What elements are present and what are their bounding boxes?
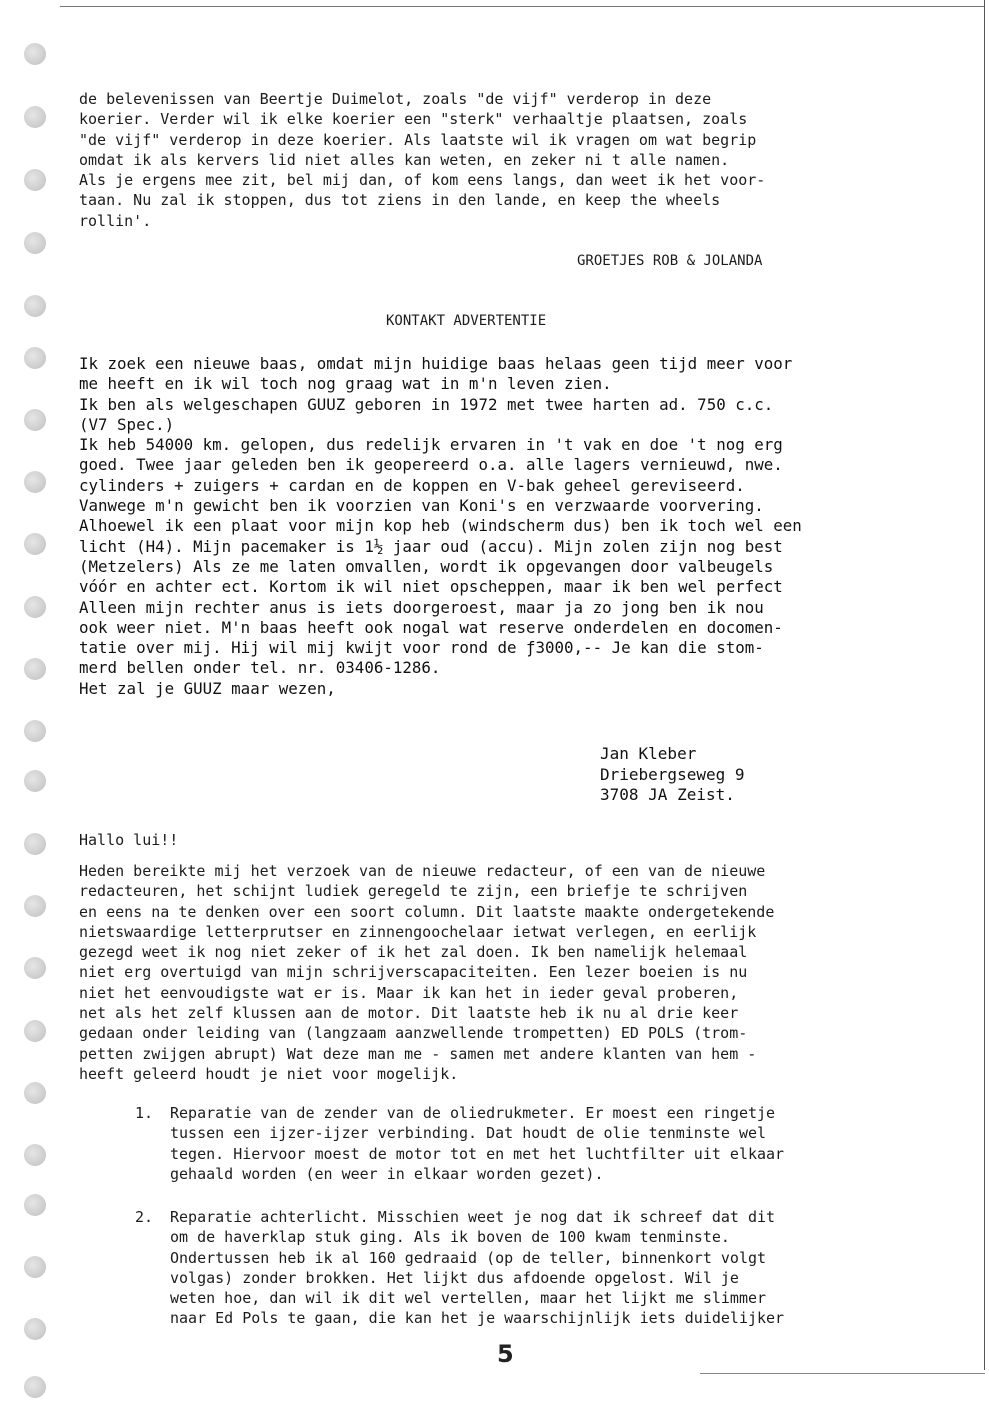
binder-hole bbox=[24, 833, 46, 855]
list-item-text: Reparatie achterlicht. Misschien weet je nog dat ik schreef dat dit om de haverklap stuk ging. Als ik boven de 100 kwam tenminste. Ondertussen heb ik al 160 gedraaid (op de teller, binnenkort volgt volgas) zonder brokken. Het lijkt dus afdoende opgelost. Wil je weten hoe, dan wil ik dit wel vertellen, maar het lijkt me slimmer naar Ed Pols te gaan, die kan het je waarschijnlijk iets duidelijker bbox=[170, 1208, 785, 1328]
binder-hole bbox=[24, 295, 46, 317]
greeting: Hallo lui!! bbox=[79, 831, 179, 849]
binder-hole bbox=[24, 347, 46, 369]
binder-hole bbox=[24, 1020, 46, 1042]
binder-hole bbox=[24, 106, 46, 128]
page-edge-top bbox=[60, 6, 985, 7]
contact-ad-heading: KONTAKT ADVERTENTIE bbox=[386, 313, 547, 329]
list-item-text: Reparatie van de zender van de oliedrukmeter. Er moest een ringetje tussen een ijzer-ijzer verbinding. Dat houdt de olie tenminste wel tegen. Hiervoor moest de motor tot en met het luchtfilter uit elkaar gehaald worden (en weer in elkaar worden gezet). bbox=[170, 1104, 785, 1183]
contact-ad-paragraph: Ik zoek een nieuwe baas, omdat mijn huidige baas helaas geen tijd meer voor me heeft en ik wil toch nog graag wat in m'n leven zien. Ik ben als welgeschapen GUUZ geboren in 1972 met twee harten ad. 750 c.c. (V7 Spec.) Ik heb 54000 km. gelopen, dus redelijk ervaren in 't vak en doe 't nog erg goed. Twee jaar geleden ben ik geopereerd o.a. alle lagers vernieuwd, nwe. cylinders + zuigers + cardan en de koppen en V-bak geheel gereviseerd. Vanwege m'n gewicht ben ik voorzien van Koni's en verzwaarde voorvering. Alhoewel ik een plaat voor mijn kop heb (windscherm dus) ben ik toch wel een licht (H4). Mijn pacemaker is 1½ jaar oud (accu). Mijn zolen zijn nog best (Metzelers) Als ze me laten omvallen, wordt ik opgevangen door valbeugels vóór en achter ect. Kortom ik wil niet opscheppen, maar ik ben wel perfect Alleen mijn rechter anus is iets doorgeroest, maar ja zo jong ben ik nou ook weer niet. M'n baas heeft ook nogal wat reserve onderdelen en docomen- tatie over mij. Hij wil mij kwijt voor rond de ƒ3000,-- Je kan die stom- merd bellen onder tel. nr. 03406-1286. Het zal je GUUZ maar wezen, bbox=[79, 354, 802, 698]
address-street: Driebergseweg 9 bbox=[600, 764, 745, 784]
binder-hole bbox=[24, 533, 46, 555]
binder-hole bbox=[24, 1318, 46, 1340]
address-block bbox=[600, 744, 745, 806]
binder-hole bbox=[24, 1144, 46, 1166]
page-edge-right bbox=[984, 0, 985, 1370]
binder-hole bbox=[24, 770, 46, 792]
list-item-number: 2. bbox=[135, 1208, 154, 1226]
page-edge-bottom bbox=[700, 1373, 985, 1374]
binder-hole bbox=[24, 169, 46, 191]
binder-hole bbox=[24, 1082, 46, 1104]
page-number: 5 bbox=[497, 1340, 514, 1368]
binder-hole bbox=[24, 1376, 46, 1398]
list-item-number: 1. bbox=[135, 1104, 154, 1122]
binder-hole bbox=[24, 471, 46, 493]
address-name: Jan Kleber bbox=[600, 744, 697, 763]
binder-hole bbox=[24, 720, 46, 742]
column-paragraph: Heden bereikte mij het verzoek van de nieuwe redacteur, of een van de nieuwe redacteuren, het schijnt ludiek geregeld te zijn, een briefje te schrijven en eens na te denken over een soort column. Dit laatste maakte ondergetekende nietswaardige letterprutser en zinnengoochelaar ietwat verlegen, en eerlijk gezegd weet ik nog niet zeker of ik het zal doen. Ik ben namelijk helemaal niet erg overtuigd van mijn schrijverscapaciteiten. Een lezer boeien is nu niet het eenvoudigste wat er is. Maar ik kan het in ieder geval proberen, net als het zelf klussen aan de motor. Dit laatste heb ik nu al drie keer gedaan onder leiding van (langzaam aanzwellende trompetten) ED POLS (trom- petten zwijgen abrupt) Wat deze man me - samen met andere klanten van hem - heeft geleerd houdt je niet voor mogelijk. bbox=[79, 862, 775, 1083]
binder-hole bbox=[24, 43, 46, 65]
binder-hole bbox=[24, 596, 46, 618]
binder-hole bbox=[24, 232, 46, 254]
binder-hole bbox=[24, 1256, 46, 1278]
binder-hole bbox=[24, 409, 46, 431]
intro-paragraph: de belevenissen van Beertje Duimelot, zoals "de vijf" verderop in deze koerier. Verder wil ik elke koerier een "sterk" verhaaltje plaatsen, zoals "de vijf" verderop in deze koerier. Als laatste wil ik vragen om wat begrip omdat ik als kervers lid niet alles kan weten, en zeker ni t alle namen. Als je ergens mee zit, bel mij dan, of kom eens langs, dan weet ik het voor- taan. Nu zal ik stoppen, dus tot ziens in den lande, en keep the wheels rollin'. bbox=[79, 90, 766, 230]
binder-hole bbox=[24, 957, 46, 979]
signature-rob-jolanda: GROETJES ROB & JOLANDA bbox=[577, 253, 763, 269]
binder-hole bbox=[24, 1194, 46, 1216]
address-city: 3708 JA Zeist. bbox=[600, 785, 735, 804]
binder-hole bbox=[24, 895, 46, 917]
binder-hole bbox=[24, 658, 46, 680]
